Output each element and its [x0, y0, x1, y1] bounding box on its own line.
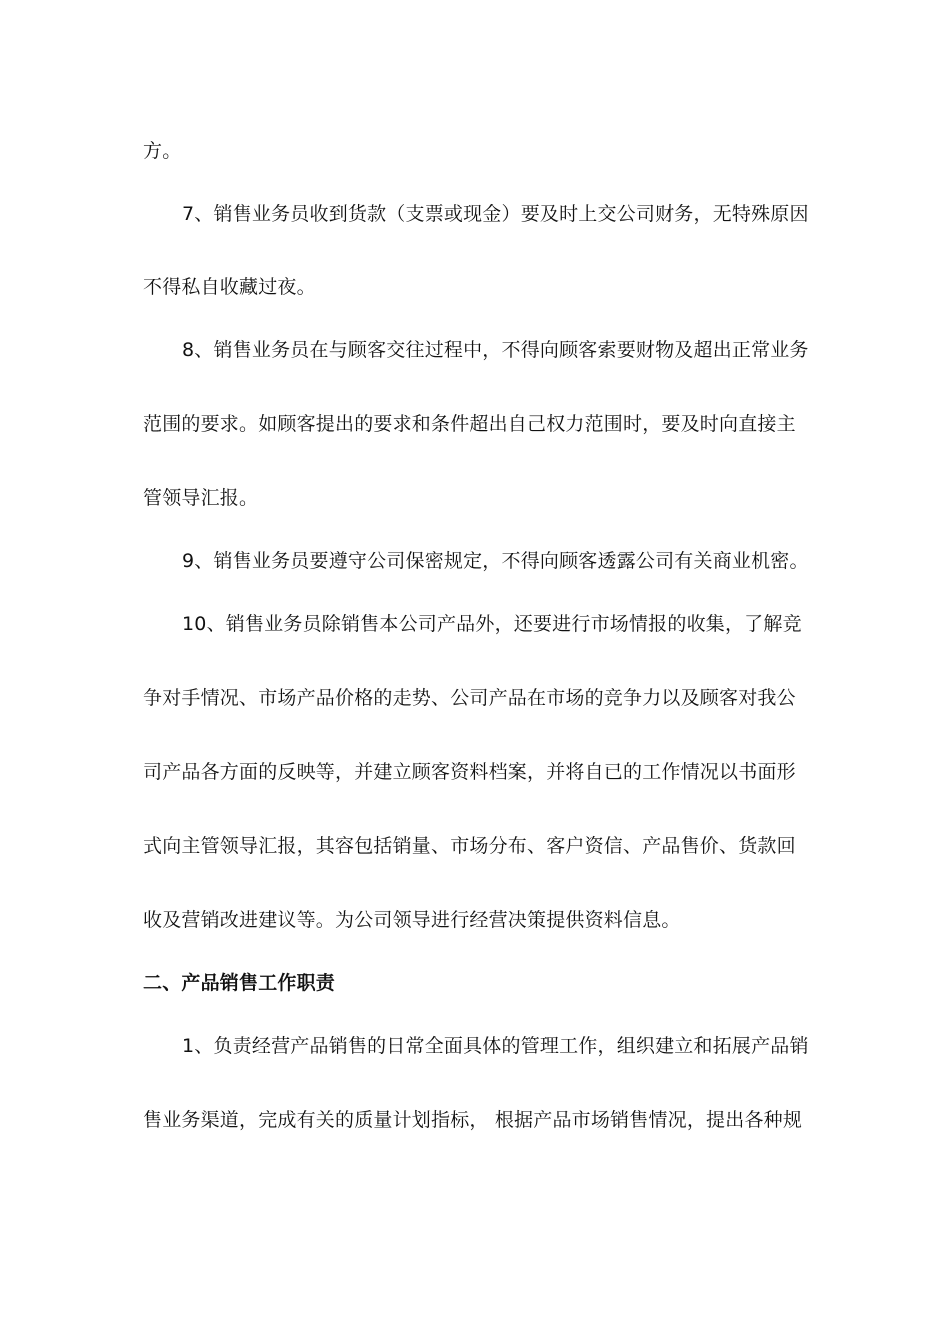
text-line: 司产品各方面的反映等，并建立顾客资料档案，并将自已的工作情况以书面形 [143, 761, 796, 783]
text-line: 售业务渠道，完成有关的质量计划指标， 根据产品市场销售情况，提出各种规 [143, 1109, 803, 1131]
text-line: 方。 [143, 140, 182, 162]
text-line: 1、负责经营产品销售的日常全面具体的管理工作，组织建立和拓展产品销 [182, 1035, 809, 1057]
section-heading: 二、产品销售工作职责 [143, 972, 336, 994]
text-line: 9、销售业务员要遵守公司保密规定，不得向顾客透露公司有关商业机密。 [182, 550, 809, 572]
text-line: 10、销售业务员除销售本公司产品外，还要进行市场情报的收集，了解竞 [182, 613, 802, 635]
text-line: 管领导汇报。 [143, 487, 259, 509]
text-line: 争对手情况、市场产品价格的走势、公司产品在市场的竞争力以及顾客对我公 [143, 687, 796, 709]
text-line: 8、销售业务员在与顾客交往过程中，不得向顾客索要财物及超出正常业务 [182, 339, 809, 361]
text-line: 收及营销改进建议等。为公司领导进行经营决策提供资料信息。 [143, 909, 681, 931]
text-line: 不得私自收藏过夜。 [143, 276, 316, 298]
text-line: 式向主管领导汇报，其容包括销量、市场分布、客户资信、产品售价、货款回 [143, 835, 796, 857]
text-line: 7、销售业务员收到货款（支票或现金）要及时上交公司财务，无特殊原因 [182, 203, 809, 225]
text-line: 范围的要求。如顾客提出的要求和条件超出自己权力范围时，要及时向直接主 [143, 413, 796, 435]
